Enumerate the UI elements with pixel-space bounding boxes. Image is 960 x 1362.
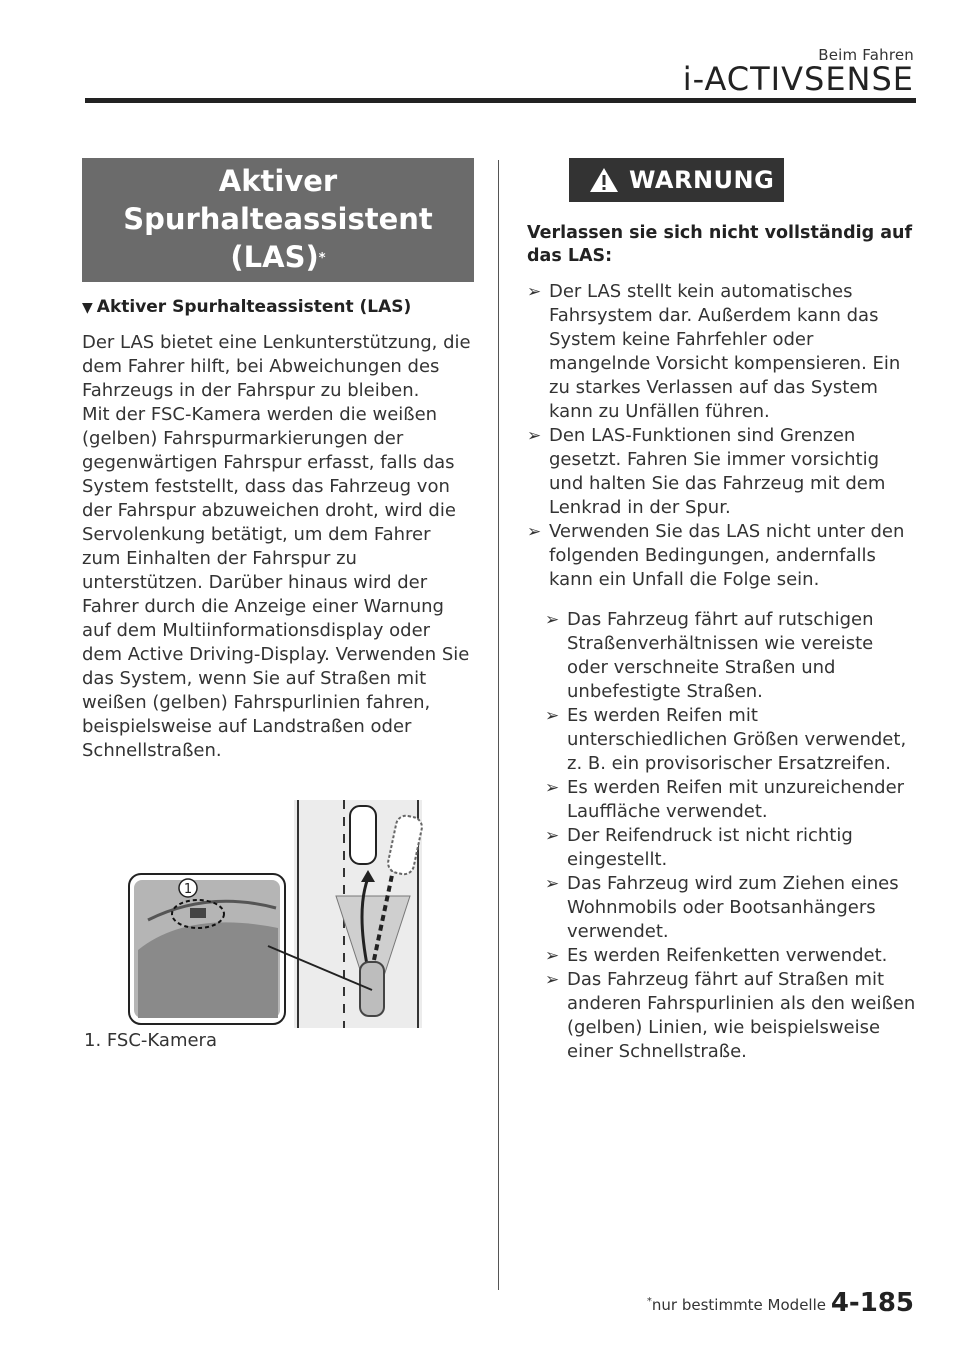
list-item-text: Es werden Reifen mit unterschiedlichen Größen verwendet, z. B. ein provisorischer Ersatzreifen.: [567, 705, 907, 774]
list-item: [545, 704, 917, 776]
dashboard: [138, 922, 278, 1018]
subheading-text: Aktiver Spurhalteassistent (LAS): [96, 297, 412, 317]
arrow-bullet-icon: ➢: [545, 778, 560, 798]
header-rule: [85, 98, 916, 103]
list-item-text: Das Fahrzeug fährt auf Straßen mit anderen Fahrspurlinien als den weißen (gelben) Linien, wie beispielsweise einer Schnellstraße.: [567, 969, 916, 1062]
title-abbrev: (LAS): [230, 240, 319, 274]
corrected-car: [350, 806, 376, 864]
list-item-text: Verwenden Sie das LAS nicht unter den folgenden Bedingungen, andernfalls kann ein Unfall die Folge sein.: [549, 521, 905, 590]
arrow-bullet-icon: ➢: [545, 826, 560, 846]
arrow-bullet-icon: ➢: [545, 706, 560, 726]
page-number: 4-185: [830, 1288, 914, 1318]
list-item: [527, 520, 917, 592]
list-item-text: Es werden Reifenketten verwendet.: [567, 945, 888, 966]
triangle-marker-icon: ▼: [82, 300, 93, 316]
figure-caption: 1. FSC-Kamera: [84, 1030, 217, 1051]
paragraph-2: Mit der FSC-Kamera werden die weißen (gelben) Fahrspurmarkierungen der gegenwärtigen Fahrspur erfasst, falls das System feststellt, dass das Fahrzeug von der Fahrspur abzuweichen droht, wird die Servolenkung betätigt, um dem Fahrer zum Einhalten der Fahrspur zu unterstützen. Darüber hinaus wird der Fahrer durch die Anzeige einer Warnung auf dem Multiinformationsdisplay oder dem Active Driving-Display. Verwenden Sie das System, wenn Sie auf Straßen mit weißen (gelben) Fahrspurlinien fahren, beispielsweise auf Landstraßen oder Schnellstraßen.: [82, 404, 470, 761]
warning-list: [527, 280, 917, 592]
warning-lead: Verlassen sie sich nicht vollständig auf das LAS:: [527, 223, 913, 266]
list-item: [545, 824, 917, 872]
subheading: [82, 297, 474, 317]
left-column: [82, 158, 474, 763]
list-item-text: Es werden Reifen mit unzureichender Lauffläche verwendet.: [567, 777, 905, 822]
list-item: [545, 776, 917, 824]
list-item-text: Den LAS-Funktionen sind Grenzen gesetzt. Fahren Sie immer vorsichtig und halten Sie das Fahrzeug mit dem Lenkrad in der Spur.: [549, 425, 886, 518]
list-item-text: Das Fahrzeug wird zum Ziehen eines Wohnmobils oder Bootsanhängers verwendet.: [567, 873, 899, 942]
list-item-text: Das Fahrzeug fährt auf rutschigen Straßenverhältnissen wie vereiste oder verschneite Straßen und unbefestigte Straßen.: [567, 609, 874, 702]
arrow-bullet-icon: ➢: [527, 522, 542, 542]
arrow-bullet-icon: ➢: [527, 426, 542, 446]
warning-triangle-icon: [589, 166, 619, 194]
section-title-line2: [82, 238, 474, 276]
list-item: [527, 424, 917, 520]
footer-note-text: nur bestimmte Modelle: [651, 1296, 826, 1314]
arrow-bullet-icon: ➢: [545, 946, 560, 966]
list-item: [545, 944, 917, 968]
warning-banner: [569, 158, 784, 202]
warning-label: WARNUNG: [629, 166, 775, 194]
section-title-line1: Aktiver Spurhalteassistent: [123, 164, 433, 236]
arrow-bullet-icon: ➢: [545, 970, 560, 990]
arrow-bullet-icon: ➢: [545, 874, 560, 894]
footer-note: [647, 1296, 826, 1314]
list-item: [545, 872, 917, 944]
model-asterisk: *: [318, 251, 326, 266]
callout-number: 1: [183, 882, 193, 897]
condition-list: [545, 608, 917, 1064]
footer-asterisk: *: [646, 1296, 652, 1307]
body-text: [82, 331, 474, 763]
arrow-bullet-icon: ➢: [527, 282, 542, 302]
list-item: [545, 608, 917, 704]
list-item-text: Der Reifendruck ist nicht richtig eingestellt.: [567, 825, 853, 870]
right-column: [527, 158, 917, 1064]
paragraph-1: Der LAS bietet eine Lenkunterstützung, die dem Fahrer hilft, bei Abweichungen des Fahrzeugs in der Fahrspur zu bleiben.: [82, 332, 471, 401]
las-illustration: [128, 800, 428, 1028]
list-item: [545, 968, 917, 1064]
list-item-text: Der LAS stellt kein automatisches Fahrsystem dar. Außerdem kann das System keine Fahrfehler oder mangelnde Vorsicht kompensieren. Ein zu starkes Verlassen auf das System kann zu Unfällen führen.: [549, 281, 901, 422]
header-chapter: Beim Fahren: [818, 46, 914, 64]
fsc-camera-icon: [190, 908, 206, 918]
section-title: [82, 158, 474, 282]
column-divider: [498, 160, 499, 1290]
list-item: [527, 280, 917, 424]
header-section: i-ACTIVSENSE: [682, 60, 914, 98]
arrow-bullet-icon: ➢: [545, 610, 560, 630]
